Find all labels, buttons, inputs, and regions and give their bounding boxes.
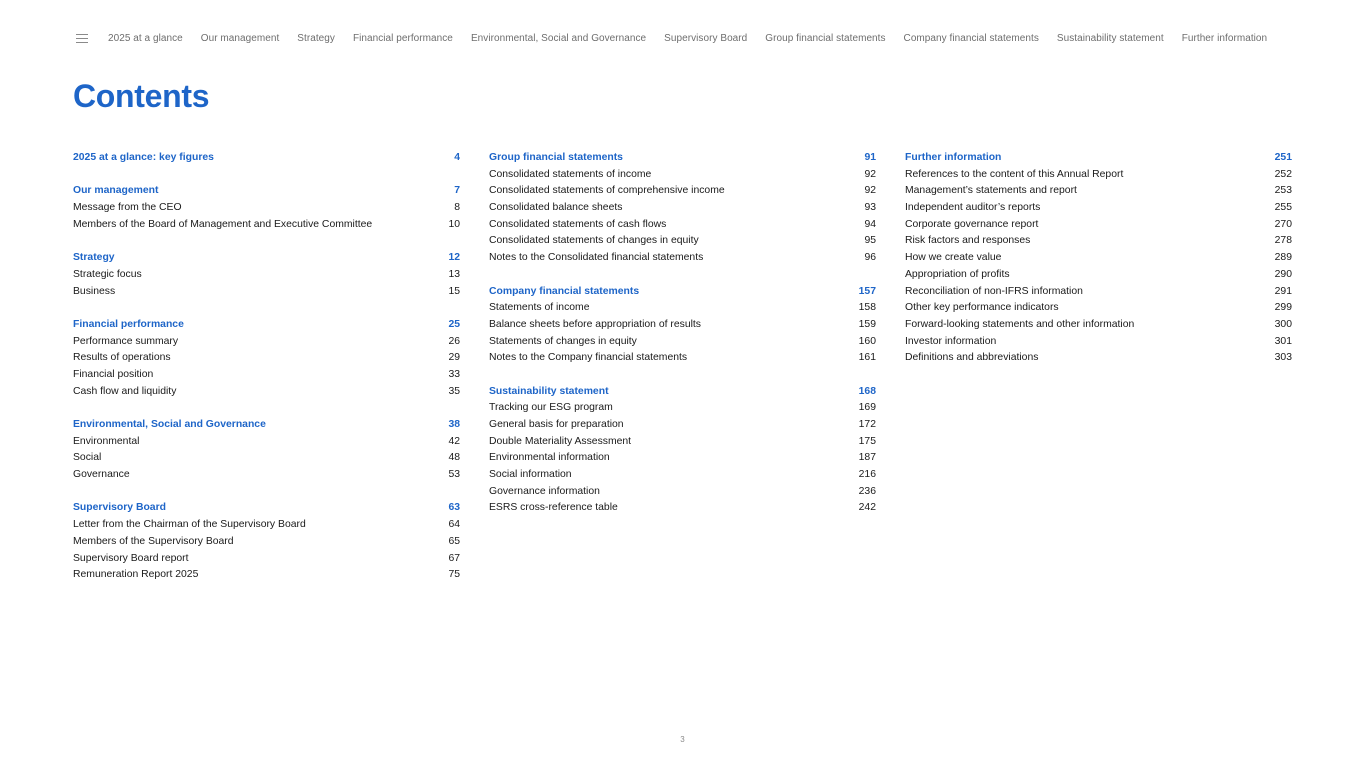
toc-entry[interactable] <box>73 334 460 351</box>
toc-section <box>489 384 876 518</box>
toc-entry[interactable] <box>489 233 876 250</box>
toc-entry[interactable] <box>73 551 460 568</box>
toc-entry-title: Members of the Board of Management and Executive Committee <box>73 218 373 230</box>
toc-entry-page: 65 <box>448 535 460 547</box>
toc-entry[interactable] <box>905 267 1292 284</box>
toc-entry-page: 10 <box>448 218 460 230</box>
nav-link[interactable]: 2025 at a glance <box>108 32 183 44</box>
toc-entry[interactable] <box>489 467 876 484</box>
top-navigation <box>76 30 1267 46</box>
toc-entry[interactable] <box>489 200 876 217</box>
toc-entry-page: 67 <box>448 552 460 564</box>
toc-entry[interactable] <box>489 450 876 467</box>
toc-heading-title: Sustainability statement <box>489 385 609 397</box>
toc-entry-title: Tracking our ESG program <box>489 402 613 414</box>
toc-section-heading[interactable] <box>73 500 460 517</box>
toc-entry-page: 291 <box>1274 285 1292 297</box>
nav-link[interactable]: Sustainability statement <box>1056 32 1164 44</box>
toc-entry-title: Appropriation of profits <box>905 268 1010 280</box>
hamburger-menu-icon[interactable] <box>76 34 88 43</box>
toc-entry-title: Risk factors and responses <box>905 235 1031 247</box>
toc-entry-title: Consolidated statements of changes in equity <box>489 235 699 247</box>
toc-section <box>489 284 876 367</box>
toc-entry-page: 278 <box>1274 235 1292 247</box>
toc-entry[interactable] <box>73 350 460 367</box>
toc-entry-page: 53 <box>448 469 460 481</box>
toc-entry-page: 290 <box>1274 268 1292 280</box>
toc-entry-page: 159 <box>858 318 876 330</box>
toc-entry-title: Performance summary <box>73 335 179 347</box>
nav-link[interactable]: Group financial statements <box>765 32 886 44</box>
toc-entry-page: 13 <box>448 268 460 280</box>
toc-entry[interactable] <box>489 300 876 317</box>
toc-entry[interactable] <box>73 567 460 584</box>
toc-heading-page: 63 <box>448 502 460 514</box>
toc-column-1 <box>73 150 460 601</box>
toc-entry-page: 96 <box>864 252 876 264</box>
toc-entry-page: 35 <box>448 385 460 397</box>
toc-entry-page: 270 <box>1274 218 1292 230</box>
toc-entry[interactable] <box>905 284 1292 301</box>
nav-link[interactable]: Further information <box>1181 32 1268 44</box>
toc-entry[interactable] <box>489 434 876 451</box>
toc-heading-title: Environmental, Social and Governance <box>73 419 266 430</box>
toc-entry-page: 301 <box>1274 335 1292 347</box>
toc-entry-page: 94 <box>864 218 876 230</box>
nav-link[interactable]: Financial performance <box>352 32 453 44</box>
toc-section-heading[interactable] <box>489 150 876 167</box>
toc-entry[interactable] <box>905 183 1292 200</box>
toc-entry-title: Statements of income <box>489 302 590 314</box>
toc-entry-page: 15 <box>448 285 460 297</box>
toc-entry-title: Supervisory Board report <box>73 552 189 564</box>
toc-entry[interactable] <box>73 517 460 534</box>
toc-entry-title: Results of operations <box>73 352 171 364</box>
toc-entry[interactable] <box>905 250 1292 267</box>
toc-entry-page: 169 <box>858 402 876 414</box>
toc-entry[interactable] <box>905 233 1292 250</box>
toc-entry[interactable] <box>489 417 876 434</box>
toc-entry-title: Reconciliation of non-IFRS information <box>905 285 1083 297</box>
toc-entry-page: 252 <box>1274 168 1292 180</box>
toc-entry-page: 172 <box>858 419 876 430</box>
toc-heading-page: 251 <box>1274 152 1292 163</box>
toc-entry-title: Management’s statements and report <box>905 185 1077 197</box>
toc-entry-title: Investor information <box>905 335 997 347</box>
toc-entry[interactable] <box>489 167 876 184</box>
toc-section-heading[interactable] <box>73 317 460 334</box>
nav-link[interactable]: Supervisory Board <box>664 32 748 44</box>
toc-heading-title: 2025 at a glance: key figures <box>73 152 214 163</box>
toc-entry-page: 92 <box>864 168 876 180</box>
toc-entry-page: 303 <box>1274 352 1292 364</box>
toc-entry[interactable] <box>905 350 1292 367</box>
toc-entry[interactable] <box>73 217 460 234</box>
toc-entry[interactable] <box>73 367 460 384</box>
toc-section-heading[interactable] <box>905 150 1292 167</box>
toc-heading-title: Supervisory Board <box>73 502 166 514</box>
nav-links <box>108 33 1267 44</box>
toc-entry[interactable] <box>489 250 876 267</box>
toc-entry-page: 253 <box>1274 185 1292 197</box>
nav-link[interactable]: Environmental, Social and Governance <box>470 32 647 44</box>
toc-column-2 <box>489 150 876 534</box>
toc-section-heading[interactable] <box>73 417 460 434</box>
toc-entry[interactable] <box>73 467 460 484</box>
toc-entry-title: Corporate governance report <box>905 218 1039 230</box>
toc-entry[interactable] <box>489 317 876 334</box>
toc-entry-page: 236 <box>858 485 876 497</box>
toc-section-heading[interactable] <box>73 150 460 167</box>
toc-entry-page: 160 <box>858 335 876 347</box>
toc-entry[interactable] <box>73 434 460 451</box>
toc-entry[interactable] <box>489 334 876 351</box>
toc-heading-title: Company financial statements <box>489 285 640 297</box>
toc-entry-title: ESRS cross-reference table <box>489 502 618 514</box>
toc-entry[interactable] <box>73 534 460 551</box>
toc-entry[interactable] <box>905 300 1292 317</box>
toc-section <box>489 150 876 267</box>
toc-column-3 <box>905 150 1292 384</box>
toc-entry-page: 93 <box>864 202 876 214</box>
toc-entry-title: Consolidated statements of income <box>489 168 652 180</box>
toc-section-heading[interactable] <box>489 284 876 301</box>
toc-entry-page: 299 <box>1274 302 1292 314</box>
toc-entry-title: Consolidated statements of cash flows <box>489 218 667 230</box>
toc-section <box>73 417 460 484</box>
toc-entry[interactable] <box>489 484 876 501</box>
toc-entry-title: Governance <box>73 469 130 481</box>
toc-entry-title: Strategic focus <box>73 268 142 280</box>
toc-entry-page: 64 <box>448 519 460 531</box>
toc-entry-title: Consolidated statements of comprehensive income <box>489 185 725 197</box>
toc-heading-page: 157 <box>858 285 876 297</box>
toc-entry-title: Letter from the Chairman of the Supervisory Board <box>73 519 306 531</box>
toc-entry-title: Business <box>73 285 116 297</box>
toc-entry-page: 158 <box>858 302 876 314</box>
toc-section <box>73 150 460 167</box>
toc-entry-title: Message from the CEO <box>73 202 182 214</box>
nav-link[interactable]: Company financial statements <box>903 32 1039 44</box>
toc-entry-title: Environmental <box>73 435 140 447</box>
toc-heading-page: 38 <box>448 419 460 430</box>
toc-entry-page: 216 <box>858 469 876 481</box>
toc-entry-title: Independent auditor’s reports <box>905 202 1041 214</box>
toc-entry-page: 175 <box>858 435 876 447</box>
toc-entry-page: 289 <box>1274 252 1292 264</box>
toc-heading-page: 12 <box>448 252 460 264</box>
toc-entry-title: Environmental information <box>489 452 610 464</box>
toc-entry[interactable] <box>73 284 460 301</box>
toc-entry[interactable] <box>73 384 460 401</box>
toc-section <box>73 250 460 300</box>
toc-entry-page: 161 <box>858 352 876 364</box>
toc-entry-title: How we create value <box>905 252 1002 264</box>
toc-entry-page: 8 <box>454 202 460 214</box>
toc-entry-title: Governance information <box>489 485 600 497</box>
toc-heading-title: Strategy <box>73 252 115 264</box>
nav-link[interactable]: Our management <box>200 32 280 44</box>
toc-heading-page: 7 <box>454 185 460 197</box>
toc-heading-title: Our management <box>73 185 159 197</box>
toc-entry-title: Remuneration Report 2025 <box>73 569 199 581</box>
toc-entry[interactable] <box>905 167 1292 184</box>
toc-entry-page: 92 <box>864 185 876 197</box>
toc-entry[interactable] <box>489 500 876 517</box>
toc-entry[interactable] <box>905 200 1292 217</box>
toc-entry[interactable] <box>905 217 1292 234</box>
toc-entry-page: 255 <box>1274 202 1292 214</box>
toc-section <box>905 150 1292 367</box>
toc-entry-title: Balance sheets before appropriation of results <box>489 318 701 330</box>
toc-entry-title: Social <box>73 452 102 464</box>
toc-entry-title: Statements of changes in equity <box>489 335 637 347</box>
toc-entry-title: Financial position <box>73 368 154 380</box>
toc-entry[interactable] <box>905 334 1292 351</box>
toc-entry-title: General basis for preparation <box>489 419 624 430</box>
toc-entry-page: 26 <box>448 335 460 347</box>
toc-section <box>73 317 460 400</box>
toc-entry-page: 242 <box>858 502 876 514</box>
toc-entry-title: Definitions and abbreviations <box>905 352 1039 364</box>
toc-entry[interactable] <box>489 183 876 200</box>
toc-entry-page: 75 <box>448 569 460 581</box>
toc-entry[interactable] <box>489 217 876 234</box>
nav-link[interactable]: Strategy <box>297 32 335 44</box>
toc-heading-page: 4 <box>454 152 460 163</box>
toc-section-heading[interactable] <box>73 183 460 200</box>
toc-section-heading[interactable] <box>489 384 876 401</box>
toc-entry-page: 48 <box>448 452 460 464</box>
toc-heading-title: Financial performance <box>73 318 184 330</box>
page-number: 3 <box>680 735 685 744</box>
toc-entry-page: 95 <box>864 235 876 247</box>
toc-entry-page: 187 <box>858 452 876 464</box>
toc-entry-page: 33 <box>448 368 460 380</box>
toc-entry[interactable] <box>73 200 460 217</box>
toc-entry-title: Notes to the Company financial statements <box>489 352 688 364</box>
toc-heading-title: Further information <box>905 152 1002 163</box>
toc-entry-title: Social information <box>489 469 572 481</box>
toc-entry-title: Double Materiality Assessment <box>489 435 632 447</box>
toc-entry-page: 29 <box>448 352 460 364</box>
toc-entry[interactable] <box>73 267 460 284</box>
toc-entry-title: Members of the Supervisory Board <box>73 535 234 547</box>
toc-entry-page: 300 <box>1274 318 1292 330</box>
toc-entry-title: Other key performance indicators <box>905 302 1059 314</box>
toc-section-heading[interactable] <box>73 250 460 267</box>
toc-entry[interactable] <box>73 450 460 467</box>
toc-entry-title: Consolidated balance sheets <box>489 202 623 214</box>
toc-section <box>73 183 460 233</box>
toc-entry-title: Cash flow and liquidity <box>73 385 177 397</box>
page-title: Contents <box>73 78 210 114</box>
toc-heading-title: Group financial statements <box>489 152 623 163</box>
toc-entry-title: Forward-looking statements and other information <box>905 318 1135 330</box>
toc-entry[interactable] <box>489 400 876 417</box>
toc-section <box>73 500 460 583</box>
toc-entry[interactable] <box>489 350 876 367</box>
toc-entry-title: Notes to the Consolidated financial statements <box>489 252 704 264</box>
toc-heading-page: 91 <box>864 152 876 163</box>
toc-heading-page: 25 <box>448 318 460 330</box>
toc-heading-page: 168 <box>858 385 876 397</box>
toc-entry[interactable] <box>905 317 1292 334</box>
toc-entry-page: 42 <box>448 435 460 447</box>
toc-entry-title: References to the content of this Annual Report <box>905 168 1124 180</box>
